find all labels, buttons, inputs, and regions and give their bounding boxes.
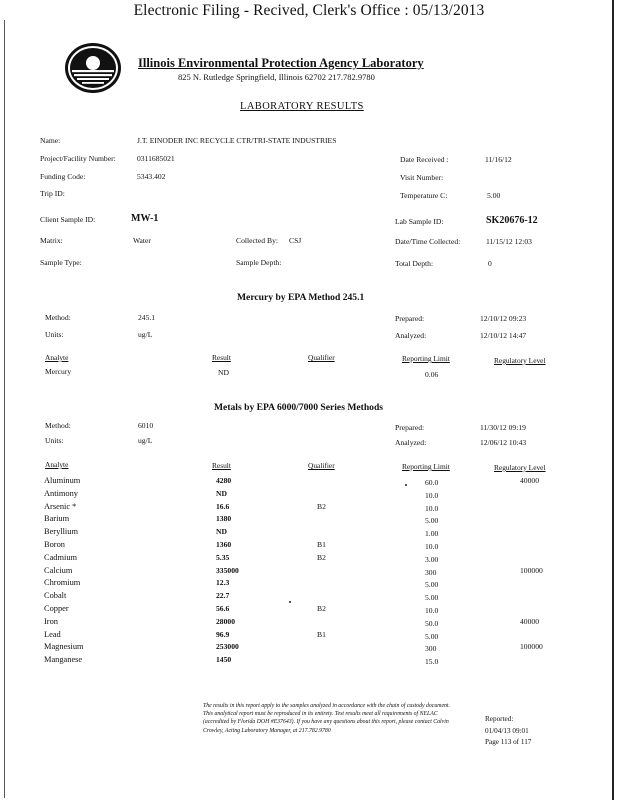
scan-speck: [289, 601, 291, 603]
metals-row-qualifier: B2: [317, 501, 326, 511]
metals-row-limit: 10.0: [425, 606, 439, 615]
metals-row-limit: 15.0: [425, 657, 439, 667]
page-number: Page 113 of 117: [485, 738, 532, 746]
metals-units-label: Units:: [45, 436, 64, 445]
client-sample-label: Client Sample ID:: [40, 215, 96, 224]
metals-row-limit: 10.0: [425, 503, 439, 513]
scan-left-edge: [4, 20, 5, 798]
collected-by-value: CSJ: [289, 236, 302, 245]
metals-row-qualifier: B2: [317, 604, 326, 613]
metals-method-value: 6010: [138, 421, 154, 430]
metals-row-limit: 5.00: [425, 631, 439, 641]
metals-row-result: 12.3: [216, 578, 230, 588]
metals-row-limit: 5.00: [425, 593, 439, 603]
metals-row-analyte: Beryllium: [44, 527, 78, 537]
mercury-row-limit: 0.06: [425, 370, 439, 379]
mercury-analyzed-value: 12/10/12 14:47: [480, 331, 527, 340]
temperature-label: Temperature C:: [400, 191, 448, 200]
metals-row-qualifier: B2: [317, 552, 326, 562]
mercury-section-title: Mercury by EPA Method 245.1: [237, 292, 365, 303]
total-depth-label: Total Depth:: [395, 259, 434, 268]
iepa-logo-icon: [64, 42, 122, 94]
metals-units-value: ug/L: [138, 436, 153, 445]
sample-depth-label: Sample Depth:: [236, 258, 282, 267]
metals-analyzed-label: Analyzed:: [395, 438, 427, 447]
metals-row-analyte: Boron: [44, 540, 65, 549]
metals-row-result: 22.7: [216, 591, 230, 601]
funding-label: Funding Code:: [40, 172, 86, 181]
metals-row-limit: 300: [425, 644, 437, 654]
metals-row-regulatory: 40000: [520, 476, 539, 485]
metals-row-result: 1360: [216, 540, 232, 549]
metals-row-analyte: Arsenic *: [44, 501, 77, 511]
metals-col-result: Result: [212, 461, 231, 470]
mercury-analyzed-label: Analyzed:: [395, 331, 427, 340]
metals-method-label: Method:: [45, 421, 71, 430]
scan-right-edge: [612, 0, 614, 800]
mercury-units-label: Units:: [45, 330, 64, 339]
mercury-col-result: Result: [212, 353, 231, 362]
metals-row-result: 16.6: [216, 501, 230, 511]
metals-col-analyte: Analyte: [45, 460, 69, 469]
metals-row-qualifier: B1: [317, 629, 326, 639]
metals-section-title: Metals by EPA 6000/7000 Series Methods: [214, 402, 384, 413]
metals-row-regulatory: 100000: [520, 565, 543, 575]
metals-row-analyte: Cobalt: [44, 591, 67, 601]
report-title: LABORATORY RESULTS: [240, 101, 364, 112]
reported-value: 01/04/13 09:01: [485, 727, 529, 735]
lab-address: 825 N. Rutledge Springfield, Illinois 62702 217.782.9780: [178, 72, 375, 82]
metals-prepared-label: Prepared:: [395, 423, 425, 432]
metals-row-analyte: Copper: [44, 604, 69, 613]
mercury-prepared-label: Prepared:: [395, 314, 425, 323]
metals-col-qualifier: Qualifier: [308, 461, 335, 470]
visit-label: Visit Number:: [400, 173, 444, 182]
mercury-row-analyte: Mercury: [45, 367, 72, 376]
matrix-label: Matrix:: [40, 236, 63, 245]
metals-row-analyte: Lead: [44, 629, 61, 639]
lab-title: Illinois Environmental Protection Agency Laboratory: [138, 56, 424, 70]
date-received-label: Date Received :: [400, 155, 449, 164]
datetime-collected-value: 11/15/12 12:03: [486, 237, 532, 246]
metals-row-limit: 3.00: [425, 554, 439, 564]
project-label: Project/Facility Number:: [40, 154, 116, 163]
name-value: J.T. EINODER INC RECYCLE CTR/TRI-STATE INDUSTRIES: [137, 136, 337, 145]
metals-row-result: 56.6: [216, 604, 230, 613]
electronic-filing-stamp: Electronic Filing - Recived, Clerk's Office : 05/13/2013: [133, 2, 485, 19]
collected-by-label: Collected By:: [236, 236, 278, 245]
metals-row-limit: 5.00: [425, 580, 439, 590]
metals-row-analyte: Calcium: [44, 565, 73, 575]
mercury-col-limit: Reporting Limit: [402, 354, 450, 363]
metals-row-result: ND: [216, 488, 227, 498]
metals-row-result: 96.9: [216, 629, 230, 639]
mercury-col-qualifier: Qualifier: [308, 353, 335, 362]
metals-row-analyte: Cadmium: [44, 552, 78, 562]
metals-row-analyte: Magnesium: [44, 642, 84, 652]
metals-row-regulatory: 40000: [520, 616, 539, 626]
metals-row-analyte: Iron: [44, 616, 58, 626]
metals-col-regulatory: Regulatory Level: [494, 463, 546, 472]
scan-speck: [405, 484, 407, 486]
metals-prepared-value: 11/30/12 09:19: [480, 423, 526, 432]
datetime-collected-label: Date/Time Collected:: [395, 237, 461, 246]
metals-row-result: 1380: [216, 514, 232, 524]
metals-row-result: 253000: [216, 642, 239, 652]
metals-row-analyte: Aluminum: [44, 476, 81, 485]
metals-row-analyte: Antimony: [44, 488, 78, 498]
mercury-col-regulatory: Regulatory Level: [494, 356, 546, 365]
mercury-method-label: Method:: [45, 313, 71, 322]
funding-value: 5343.402: [137, 172, 166, 181]
metals-row-limit: 10.0: [425, 490, 439, 500]
trip-label: Trip ID:: [40, 189, 65, 198]
temperature-value: 5.00: [487, 191, 501, 200]
mercury-prepared-value: 12/10/12 09:23: [480, 314, 527, 323]
metals-row-limit: 60.0: [425, 478, 439, 487]
name-label: Name:: [40, 136, 61, 145]
metals-row-result: 4280: [216, 476, 232, 485]
metals-row-qualifier: B1: [317, 540, 326, 549]
client-sample-value: MW-1: [131, 213, 159, 224]
lab-sample-value: SK20676-12: [486, 215, 538, 226]
footer-note: The results in this report apply to the samples analyzed in accordance with the chain of custody document. This analytical report must be reproduced in its entirety. Test results meet all requirements of NELAC (accredited by Florida DOH #E37643). If you have any questions about this report, please contact Calvin Crowley, Acting Laboratory Manager, at 217.782.9780: [203, 703, 450, 734]
metals-row-result: 335000: [216, 565, 239, 575]
date-received-value: 11/16/12: [485, 155, 512, 164]
metals-row-analyte: Chromium: [44, 578, 81, 588]
total-depth-value: 0: [488, 259, 492, 268]
metals-row-regulatory: 100000: [520, 642, 543, 652]
metals-analyzed-value: 12/06/12 10:43: [480, 438, 527, 447]
mercury-col-analyte: Analyte: [45, 353, 69, 362]
metals-row-analyte: Manganese: [44, 655, 83, 665]
metals-col-limit: Reporting Limit: [402, 462, 450, 471]
metals-row-result: 1450: [216, 655, 232, 665]
metals-row-limit: 1.00: [425, 529, 439, 539]
mercury-row-result: ND: [218, 368, 229, 377]
metals-row-limit: 5.00: [425, 516, 439, 526]
metals-row-limit: 300: [425, 567, 437, 577]
mercury-units-value: ug/L: [138, 330, 153, 339]
metals-row-result: ND: [216, 527, 227, 537]
sample-type-label: Sample Type:: [40, 258, 82, 267]
metals-row-limit: 50.0: [425, 618, 439, 628]
metals-row-result: 28000: [216, 616, 235, 626]
metals-row-analyte: Barium: [44, 514, 70, 524]
matrix-value: Water: [133, 236, 151, 245]
lab-sample-label: Lab Sample ID:: [395, 217, 444, 226]
metals-row-limit: 10.0: [425, 542, 439, 551]
reported-label: Reported:: [485, 715, 514, 723]
project-value: 0311685021: [137, 154, 175, 163]
metals-row-result: 5.35: [216, 552, 230, 562]
mercury-method-value: 245.1: [138, 313, 156, 322]
